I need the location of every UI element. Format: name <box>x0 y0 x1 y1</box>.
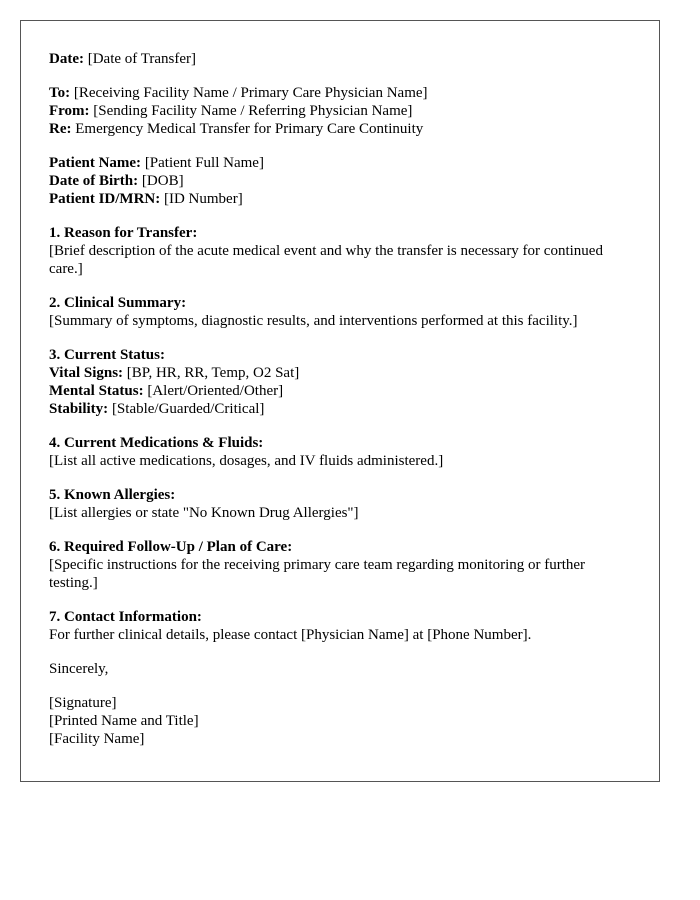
date-line <box>49 50 631 68</box>
section-medications-heading: 4. Current Medications & Fluids: <box>49 435 264 451</box>
mental-line <box>49 382 631 400</box>
facility-line: [Facility Name] <box>49 731 145 747</box>
salutation: Sincerely, <box>49 661 109 677</box>
section-followup <box>49 538 631 592</box>
section-allergies-text: [List allergies or state "No Known Drug Allergies"] <box>49 505 359 521</box>
section-reason <box>49 224 631 278</box>
to-value: [Receiving Facility Name / Primary Care Physician Name] <box>73 85 428 101</box>
re-label: Re: <box>49 121 72 137</box>
section-contact-heading: 7. Contact Information: <box>49 609 202 625</box>
dob-value: [DOB] <box>141 173 184 189</box>
date-label: Date: <box>49 51 84 67</box>
date-block <box>49 50 631 68</box>
printed-name-line: [Printed Name and Title] <box>49 713 199 729</box>
patient-block <box>49 154 631 208</box>
vitals-label: Vital Signs: <box>49 365 124 381</box>
to-line <box>49 84 631 102</box>
re-line <box>49 120 631 138</box>
section-allergies-heading: 5. Known Allergies: <box>49 487 176 503</box>
section-contact-text: For further clinical details, please contact [Physician Name] at [Phone Number]. <box>49 627 532 643</box>
from-value: [Sending Facility Name / Referring Physician Name] <box>93 103 413 119</box>
patient-id-line <box>49 190 631 208</box>
section-reason-text: [Brief description of the acute medical event and why the transfer is necessary for continued care.] <box>49 243 603 277</box>
date-value: [Date of Transfer] <box>87 51 197 67</box>
to-label: To: <box>49 85 71 101</box>
signature-line: [Signature] <box>49 695 117 711</box>
mental-value: [Alert/Oriented/Other] <box>147 383 284 399</box>
dob-label: Date of Birth: <box>49 173 139 189</box>
vitals-line <box>49 364 631 382</box>
patient-name-value: [Patient Full Name] <box>144 155 264 171</box>
from-label: From: <box>49 103 90 119</box>
section-clinical <box>49 294 631 330</box>
section-allergies <box>49 486 631 522</box>
patient-name-line <box>49 154 631 172</box>
section-reason-heading: 1. Reason for Transfer: <box>49 225 198 241</box>
section-status-heading: 3. Current Status: <box>49 347 165 363</box>
signature-block <box>49 694 631 748</box>
patient-id-value: [ID Number] <box>163 191 243 207</box>
dob-line <box>49 172 631 190</box>
mental-label: Mental Status: <box>49 383 144 399</box>
from-line <box>49 102 631 120</box>
section-medications <box>49 434 631 470</box>
re-value: Emergency Medical Transfer for Primary Care Continuity <box>75 121 424 137</box>
section-followup-heading: 6. Required Follow-Up / Plan of Care: <box>49 539 293 555</box>
stability-label: Stability: <box>49 401 109 417</box>
transfer-letter <box>20 20 660 782</box>
section-status <box>49 346 631 418</box>
patient-id-label: Patient ID/MRN: <box>49 191 161 207</box>
section-followup-text: [Specific instructions for the receiving primary care team regarding monitoring or further testing.] <box>49 557 586 591</box>
address-block <box>49 84 631 138</box>
salutation-block <box>49 660 631 678</box>
section-contact <box>49 608 631 644</box>
vitals-value: [BP, HR, RR, Temp, O2 Sat] <box>126 365 300 381</box>
stability-line <box>49 400 631 418</box>
stability-value: [Stable/Guarded/Critical] <box>111 401 265 417</box>
section-clinical-text: [Summary of symptoms, diagnostic results, and interventions performed at this facility.] <box>49 313 578 329</box>
patient-name-label: Patient Name: <box>49 155 142 171</box>
section-medications-text: [List all active medications, dosages, and IV fluids administered.] <box>49 453 444 469</box>
section-clinical-heading: 2. Clinical Summary: <box>49 295 187 311</box>
